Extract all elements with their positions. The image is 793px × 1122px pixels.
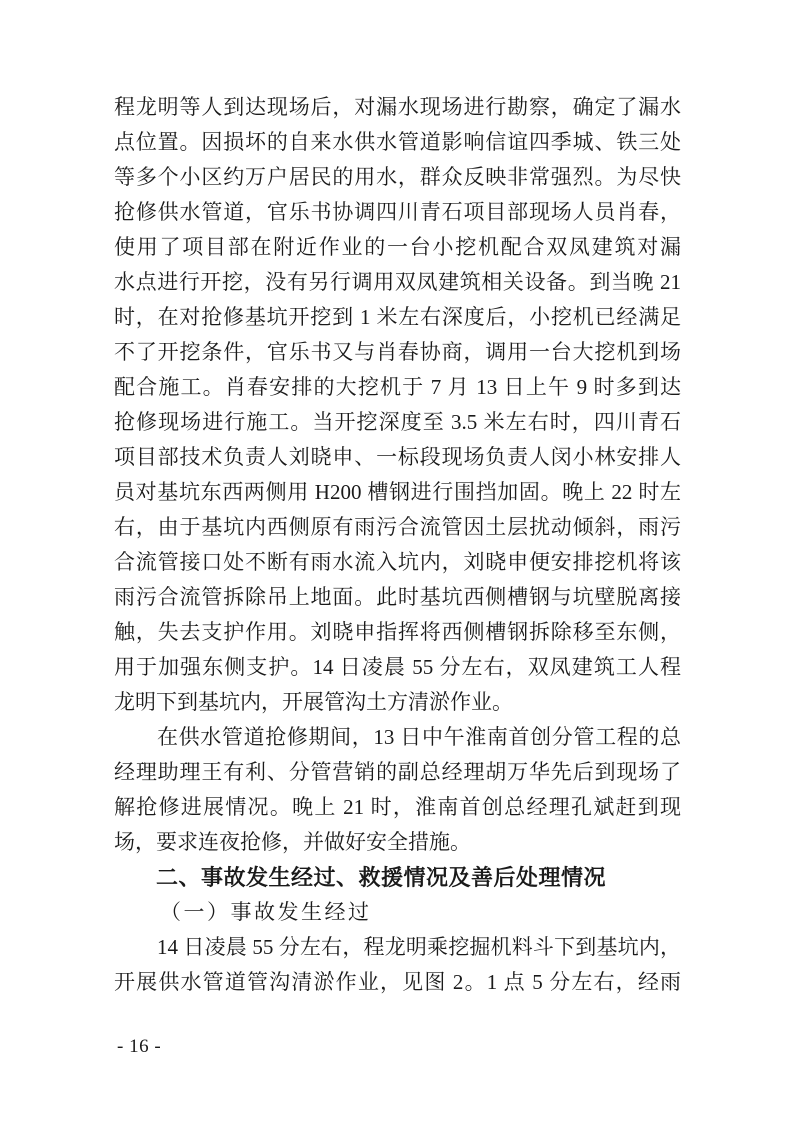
- body-line: 经理助理王有利、分管营销的副总经理胡万华先后到现场了: [114, 760, 681, 784]
- body-line: 等多个小区约万户居民的用水，群众反映非常强烈。为尽快: [114, 165, 681, 189]
- body-line: 合流管接口处不断有雨水流入坑内，刘晓申便安排挖机将该: [114, 550, 681, 574]
- subsection-heading: （一）事故发生经过: [160, 900, 372, 924]
- body-line: 抢修现场进行施工。当开挖深度至 3.5 米左右时，四川青石: [114, 410, 681, 434]
- body-line: 抢修供水管道，官乐书协调四川青石项目部现场人员肖春，: [114, 200, 681, 224]
- body-line: 时，在对抢修基坑开挖到 1 米左右深度后，小挖机已经满足: [114, 305, 681, 329]
- body-line: 龙明下到基坑内，开展管沟土方清淤作业。: [114, 690, 513, 714]
- body-line: 员对基坑东西两侧用 H200 槽钢进行围挡加固。晚上 22 时左: [114, 480, 681, 504]
- section-heading: 二、事故发生经过、救援情况及善后处理情况: [156, 865, 607, 890]
- body-line: 右，由于基坑内西侧原有雨污合流管因土层扰动倾斜，雨污: [114, 515, 681, 539]
- body-line: 14 日凌晨 55 分左右，程龙明乘挖掘机料斗下到基坑内，: [157, 935, 681, 959]
- body-line: 水点进行开挖，没有另行调用双凤建筑相关设备。到当晚 21: [114, 270, 681, 294]
- document-content: [114, 90, 681, 1000]
- body-line: 触，失去支护作用。刘晓申指挥将西侧槽钢拆除移至东侧，: [114, 620, 681, 644]
- body-line: 解抢修进展情况。晚上 21 时，淮南首创总经理孔斌赶到现: [114, 795, 681, 819]
- body-line: 开展供水管道管沟清淤作业，见图 2。1 点 5 分左右，经雨: [114, 970, 681, 994]
- body-line: 使用了项目部在附近作业的一台小挖机配合双凤建筑对漏: [114, 235, 681, 259]
- body-line: 场，要求连夜抢修，并做好安全措施。: [114, 830, 471, 854]
- body-line: 用于加强东侧支护。14 日凌晨 55 分左右，双凤建筑工人程: [114, 655, 681, 679]
- body-line: 点位置。因损坏的自来水供水管道影响信谊四季城、铁三处: [114, 130, 681, 154]
- page-number: - 16 -: [117, 1036, 162, 1057]
- body-line: 雨污合流管拆除吊上地面。此时基坑西侧槽钢与坑壁脱离接: [114, 585, 681, 609]
- body-line: 项目部技术负责人刘晓申、一标段现场负责人闵小林安排人: [114, 445, 681, 469]
- body-line: 不了开挖条件，官乐书又与肖春协商，调用一台大挖机到场: [114, 340, 681, 364]
- body-line: 程龙明等人到达现场后，对漏水现场进行勘察，确定了漏水: [114, 95, 681, 119]
- body-line: 在供水管道抢修期间，13 日中午淮南首创分管工程的总: [157, 725, 681, 749]
- body-line: 配合施工。肖春安排的大挖机于 7 月 13 日上午 9 时多到达: [114, 375, 681, 399]
